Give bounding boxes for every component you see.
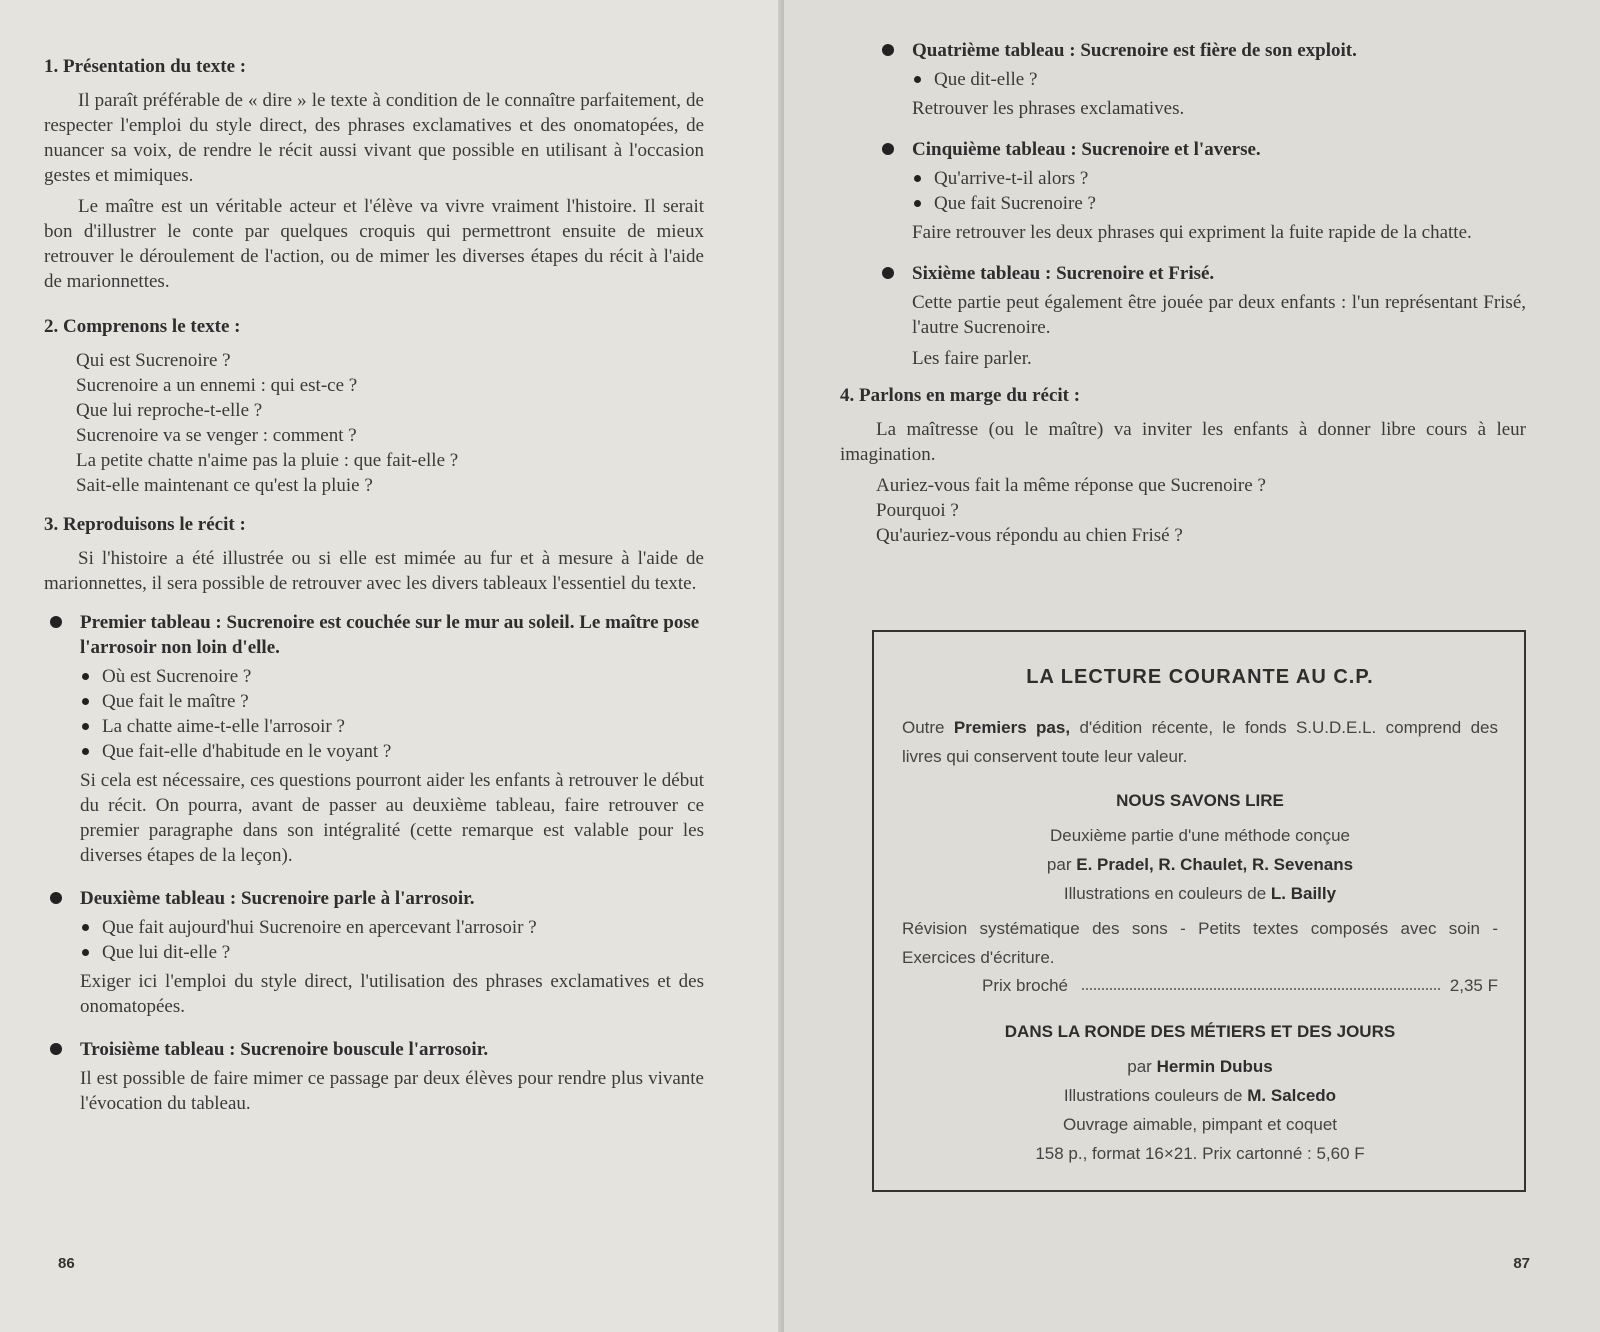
- book-description: Révision systématique des sons - Petits textes composés avec soin - Exercices d'écriture.: [902, 919, 1498, 967]
- question: Sucrenoire va se venger : comment ?: [76, 425, 357, 446]
- note: Il est possible de faire mimer ce passage par deux élèves pour rendre plus vivante l'évocation du tableau.: [80, 1068, 704, 1114]
- book-authors: [902, 850, 1498, 879]
- bullet-list: [80, 664, 704, 764]
- intro-text: d'édition récente, le fonds S.U.D.E.L. comprend des livres qui conservent toute leur valeur.: [902, 718, 1499, 766]
- book-title: DANS LA RONDE DES MÉTIERS ET DES JOURS: [1004, 1022, 1396, 1041]
- tableau-heading: Deuxième tableau : Sucrenoire parle à l'arrosoir.: [80, 888, 475, 909]
- bullet-list: [80, 915, 704, 965]
- book-authors: [902, 1052, 1498, 1081]
- section-title-parlons: 4. Parlons en marge du récit :: [840, 385, 1081, 406]
- tableau-1: [44, 610, 704, 660]
- box-title: LA LECTURE COURANTE AU C.P.: [1026, 666, 1374, 688]
- author-names: Hermin Dubus: [1156, 1057, 1273, 1076]
- price-value: 2,35 F: [1449, 976, 1498, 995]
- tableau-heading: Premier tableau : Sucrenoire est couchée sur le mur au soleil. Le maître pose l'arrosoir non loin d'elle.: [80, 612, 700, 658]
- intro-text: Outre: [902, 718, 945, 737]
- right-page: [784, 0, 1600, 1332]
- book-title: NOUS SAVONS LIRE: [1116, 791, 1284, 810]
- illustrator-label: Illustrations en couleurs de: [1063, 884, 1267, 903]
- page-number: 86: [58, 1255, 75, 1272]
- question: La petite chatte n'aime pas la pluie : que fait-elle ?: [76, 450, 459, 471]
- intro-book-title: Premiers pas,: [953, 718, 1071, 737]
- tableau-4: [876, 38, 1526, 63]
- bullet-dot-icon: [50, 616, 62, 628]
- bullet-item: Où est Sucrenoire ?: [80, 664, 704, 689]
- note: Exiger ici l'emploi du style direct, l'utilisation des phrases exclamatives et des onomatopées.: [80, 971, 704, 1017]
- question: Auriez-vous fait la même réponse que Sucrenoire ?: [876, 475, 1266, 496]
- book-illustrator: [902, 879, 1498, 908]
- bullet-item: La chatte aime-t-elle l'arrosoir ?: [80, 714, 704, 739]
- note: Si cela est nécessaire, ces questions pourront aider les enfants à retrouver le début du récit. On pourra, avant de passer au deuxième tableau, faire retrouver ce premier paragraphe dans son intégralité (cette remarque est valable pour les diverses étapes de la leçon).: [80, 770, 704, 866]
- dot-leader: [1082, 976, 1440, 990]
- book-illustrator: [902, 1081, 1498, 1110]
- question: Que lui reproche-t-elle ?: [76, 400, 263, 421]
- paragraph: La maîtresse (ou le maître) va inviter les enfants à donner libre cours à leur imagination.: [840, 419, 1526, 465]
- tableau-heading: Quatrième tableau : Sucrenoire est fière de son exploit.: [912, 40, 1357, 61]
- price-label: Prix broché: [982, 976, 1068, 995]
- question-list: [76, 348, 704, 498]
- paragraph: Si l'histoire a été illustrée ou si elle est mimée au fur et à mesure à l'aide de marionnettes, il sera possible de retrouver avec les divers tableaux l'essentiel du texte.: [44, 548, 704, 594]
- tableau-3: [44, 1037, 704, 1062]
- box-intro: [902, 713, 1498, 771]
- question: Pourquoi ?: [876, 500, 959, 521]
- tableau-2: [44, 886, 704, 911]
- illustrator-name: M. Salcedo: [1247, 1086, 1337, 1105]
- section-title-comprenons: 2. Comprenons le texte :: [44, 316, 241, 337]
- bullet-item: Qu'arrive-t-il alors ?: [912, 166, 1526, 191]
- book-line: Deuxième partie d'une méthode conçue: [1050, 826, 1350, 845]
- bullet-dot-icon: [50, 1043, 62, 1055]
- bullet-list: [912, 67, 1526, 92]
- question: Sucrenoire a un ennemi : qui est-ce ?: [76, 375, 358, 396]
- page-number: 87: [1513, 1255, 1530, 1272]
- note: Retrouver les phrases exclamatives.: [912, 98, 1185, 119]
- bullet-dot-icon: [882, 267, 894, 279]
- tableau-heading: Sixième tableau : Sucrenoire et Frisé.: [912, 263, 1215, 284]
- tableau-heading: Troisième tableau : Sucrenoire bouscule l'arrosoir.: [80, 1039, 489, 1060]
- note: Faire retrouver les deux phrases qui expriment la fuite rapide de la chatte.: [912, 222, 1472, 243]
- question: Qui est Sucrenoire ?: [76, 350, 231, 371]
- bullet-item: Que fait Sucrenoire ?: [912, 191, 1526, 216]
- question: Sait-elle maintenant ce qu'est la pluie ?: [76, 475, 373, 496]
- bullet-item: Que lui dit-elle ?: [80, 940, 704, 965]
- by-text: par: [1046, 855, 1072, 874]
- bullet-dot-icon: [50, 892, 62, 904]
- paragraph: Le maître est un véritable acteur et l'élève va vivre vraiment l'histoire. Il serait bon d'illustrer le conte par quelques croquis qui permettront ensuite de mieux retrouver le déroulement de l'action, ou de mimer les diverses étapes du récit à l'aide de marionnettes.: [44, 196, 704, 292]
- tableau-5: [876, 137, 1526, 162]
- bullet-list: [912, 166, 1526, 216]
- left-page: [0, 0, 784, 1332]
- bullet-dot-icon: [882, 143, 894, 155]
- illustrator-label: Illustrations couleurs de: [1063, 1086, 1243, 1105]
- question-list: [876, 473, 1526, 548]
- advertisement-box: [872, 630, 1526, 1192]
- question: Qu'auriez-vous répondu au chien Frisé ?: [876, 525, 1183, 546]
- tableau-heading: Cinquième tableau : Sucrenoire et l'averse.: [912, 139, 1261, 160]
- note: Cette partie peut également être jouée par deux enfants : l'un représentant Frisé, l'autre Sucrenoire.: [912, 292, 1526, 338]
- section-title-presentation: 1. Présentation du texte :: [44, 56, 247, 77]
- book-format-price: 158 p., format 16×21. Prix cartonné : 5,60 F: [1035, 1144, 1365, 1163]
- book-line: Ouvrage aimable, pimpant et coquet: [1062, 1115, 1338, 1134]
- bullet-item: Que fait le maître ?: [80, 689, 704, 714]
- paragraph: Il paraît préférable de « dire » le texte à condition de le connaître parfaitement, de respecter l'emploi du style direct, des phrases exclamatives et des onomatopées, de nuancer sa voix, de rendre le récit aussi vivant que possible en utilisant à l'occasion gestes et mimiques.: [44, 90, 704, 186]
- bullet-item: Que fait-elle d'habitude en le voyant ?: [80, 739, 704, 764]
- by-text: par: [1127, 1057, 1152, 1076]
- section-title-reproduisons: 3. Reproduisons le récit :: [44, 514, 246, 535]
- note: Les faire parler.: [912, 348, 1032, 369]
- author-names: E. Pradel, R. Chaulet, R. Sevenans: [1076, 855, 1354, 874]
- bullet-dot-icon: [882, 44, 894, 56]
- price-line: [982, 976, 1498, 996]
- bullet-item: Que dit-elle ?: [912, 67, 1526, 92]
- illustrator-name: L. Bailly: [1270, 884, 1337, 903]
- tableau-6: [876, 261, 1526, 286]
- bullet-item: Que fait aujourd'hui Sucrenoire en apercevant l'arrosoir ?: [80, 915, 704, 940]
